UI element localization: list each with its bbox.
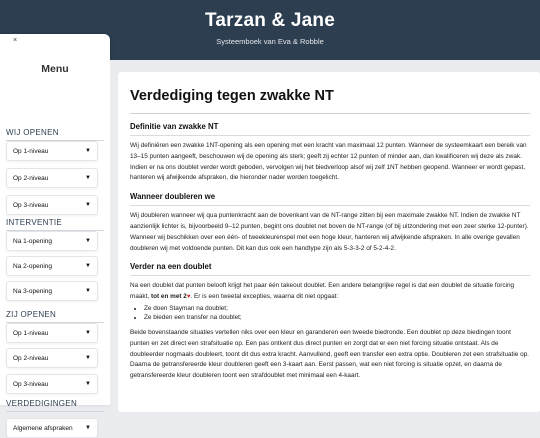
dropdown-interventie-3[interactable]	[6, 281, 98, 301]
bold-text: tot en met 2	[150, 293, 187, 301]
dropdown-label: Op 1-niveau	[13, 329, 49, 337]
section-title-interventie: INTERVENTIE	[6, 218, 104, 231]
site-subtitle: Systeemboek van Eva & Robble	[216, 37, 324, 46]
page-title: Verdediging tegen zwakke NT	[130, 88, 530, 114]
section-title-verdedigingen: VERDEDIGINGEN	[6, 399, 104, 412]
section-heading-definitie: Definitie van zwakke NT	[130, 122, 530, 136]
section-heading-wanneer: Wanneer doubleren we	[130, 192, 530, 206]
dropdown-verdedigingen-1[interactable]	[6, 418, 98, 438]
section-text-verder-2: Beide bovenstaande situaties vertellen niks over een kleur en garanderen een tweede biedronde. Een doublet op deze biedingen toont punten en zet direct een strafsituatie op. Een pas ontkent dus direct punten en zorgt dat er een niet forcing situatie ontstaat. Als de doubleerder nogmaals doubleert, toont dit dus extra kracht. Aanvullend, geeft een transfer een extra optie. Doubleren zet een strafsituatie op. Daarna de getransfereerde kleur doubleren geeft een 3-kaart aan. Eerst passen, wat een niet forcing is situatie opzet, en daarna de getransfereerde kleur doubleren toont een strafdoublet met minimaal een 4-kaart.	[130, 328, 529, 380]
dropdown-label: Op 3-niveau	[13, 201, 49, 209]
dropdown-label: Op 2-niveau	[13, 174, 49, 182]
caret-down-icon: ▼	[85, 175, 91, 181]
caret-down-icon: ▼	[85, 425, 91, 431]
caret-down-icon: ▼	[85, 238, 91, 244]
menu-title: Menu	[41, 63, 69, 75]
section-text-verder	[130, 281, 530, 303]
dropdown-label: Op 1-niveau	[13, 147, 49, 155]
caret-down-icon: ▼	[85, 381, 91, 387]
dropdown-label: Na 1-opening	[13, 237, 53, 245]
dropdown-label: Op 2-niveau	[13, 354, 49, 362]
text-fragment: Na een doublet dat punten belooft krijgt het paar één takeout doublet. Een andere belangrijke regel is dat een doublet de situatie forcing maakt,	[130, 282, 515, 301]
dropdown-zij-openen-3[interactable]	[6, 374, 98, 394]
dropdown-wij-openen-2[interactable]	[6, 168, 98, 188]
main-area	[110, 60, 540, 405]
list-item: • Ze bieden een transfer na doublet;	[144, 313, 530, 323]
list-item: • Ze doen Stayman na doublet;	[144, 304, 530, 314]
caret-down-icon: ▼	[85, 148, 91, 154]
sidebar-menu	[0, 34, 110, 432]
dropdown-zij-openen-2[interactable]	[6, 348, 98, 368]
dropdown-zij-openen-1[interactable]	[6, 323, 98, 343]
dropdown-label: Op 3-niveau	[13, 380, 49, 388]
section-text-wanneer: Wij doubleren wanneer wij qua puntenkracht aan de bovenkant van de NT-range zitten bij een maximale zwakke NT. Indien de zwakke NT aanzienlijk lichter is, bijvoorbeeld 9–12 punten, begint ons doublet net boven de NT-range (of bij uitzondering met een zeer sterke 12-punter). Wanneer wij beschikken over een één- of tweekleurenspel met een hoge kleur, hanteren wij afwijkende afspraken. In alle overige gevallen doubleren wij met voldoende punten. Dit kan dus ook een handtype zijn als 5-3-3-2 of 5-2-4-2.	[130, 212, 529, 252]
section-heading-verder: Verder na een doublet	[130, 262, 530, 276]
caret-down-icon: ▼	[85, 330, 91, 336]
dropdown-wij-openen-1[interactable]	[6, 141, 98, 161]
dropdown-label: Algemene afspraken	[13, 424, 73, 432]
section-text-definitie: Wij definiëren een zwakke 1NT-opening als een opening met een kracht van maximaal 12 punten. Wanneer de systeemkaart een bereik van 13–15 punten aangeeft, beschouwen wij de opening als sterk; geeft zij echter 12 punten of minder aan, dan kwalificeren wij deze als zwak. Indien er na ons doublet verder wordt geboden, vervolgen wij het biedverloop alsof wij zelf 1NT hebben geopend. Wanneer er wordt gepast, hanteren wij afwijkende afspraken, die hieronder nader worden toegelicht.	[130, 142, 527, 182]
dropdown-interventie-1[interactable]	[6, 231, 98, 251]
section-title-wij-openen: WIJ OPENEN	[6, 128, 104, 141]
close-icon[interactable]: ×	[13, 37, 18, 44]
text-fragment: . Er is een tweetal excepties, waarna dit niet opgaat:	[190, 293, 339, 301]
heart-suit-icon: ♥	[186, 294, 191, 301]
dropdown-label: Na 2-opening	[13, 262, 53, 270]
caret-down-icon: ▼	[85, 263, 91, 269]
caret-down-icon: ▼	[85, 288, 91, 294]
caret-down-icon: ▼	[85, 202, 91, 208]
dropdown-wij-openen-3[interactable]	[6, 195, 98, 215]
caret-down-icon: ▼	[85, 355, 91, 361]
section-title-zij-openen: ZIJ OPENEN	[6, 310, 104, 323]
site-title: Tarzan & Jane	[204, 10, 335, 31]
dropdown-label: Na 3-opening	[13, 287, 53, 295]
content-card	[118, 72, 540, 412]
dropdown-interventie-2[interactable]	[6, 256, 98, 276]
exception-list	[144, 304, 530, 323]
